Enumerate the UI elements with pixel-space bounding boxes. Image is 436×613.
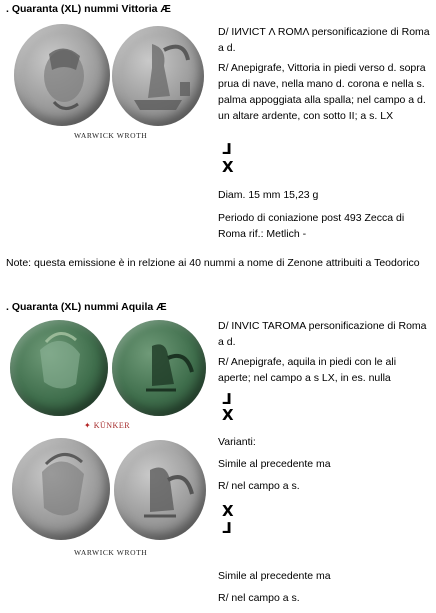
reverse-description: R/ Anepigrafe, aquila in piedi con le ali aperte; nel campo a s LX, in es. nulla — [218, 356, 397, 384]
section2-title: . Quaranta (XL) nummi Aquila Æ — [6, 301, 167, 313]
coin-obverse-image — [10, 320, 108, 416]
variant2-line2: R/ nel campo a s. — [218, 592, 300, 604]
kunker-logo-icon: ✦ — [84, 421, 92, 430]
variant1-line1: Simile al precedente ma — [218, 458, 331, 470]
mint-mark-bottom: X — [222, 158, 234, 176]
coin-reverse-image — [112, 320, 206, 416]
section2-description — [218, 318, 430, 389]
kunker-label: ✦ KÜNKER — [84, 421, 131, 430]
variant1-line2: R/ nel campo a s. — [218, 480, 300, 492]
coin-reverse-image — [112, 26, 204, 126]
eagle-icon — [112, 320, 206, 416]
roma-head-icon — [14, 24, 110, 126]
victory-figure-icon — [112, 26, 204, 126]
image-caption: WARWICK WROTH — [74, 131, 148, 140]
mint-mark-bottom: X — [222, 406, 234, 424]
variant1-mark-top: X — [222, 502, 234, 520]
note-text: Note: questa emissione è in relzione ai 40 nummi a nome di Zenone attribuiti a Teodorico — [6, 257, 420, 269]
diameter-weight: Diam. 15 mm 15,23 g — [218, 189, 319, 201]
mint-mark-top: ⅃ — [222, 140, 232, 158]
obverse-description: D/ INVIC TAROMA personificazione di Roma a d. — [218, 320, 427, 348]
coin-obverse-image-2 — [12, 438, 110, 540]
roma-helmet-icon — [12, 438, 110, 540]
variant2-line1: Simile al precedente ma — [218, 570, 331, 582]
coin-reverse-image-2 — [114, 440, 206, 540]
variants-label: Varianti: — [218, 436, 256, 448]
minting-period: Periodo di coniazione post 493 Zecca di Roma rif.: Metlich - — [218, 212, 405, 240]
variant1-mark-bottom: ⅃ — [222, 519, 232, 537]
section1-description — [218, 24, 430, 127]
eagle-icon — [114, 440, 206, 540]
roma-helmet-icon — [10, 320, 108, 416]
obverse-description: D/ IИVICT Λ ROMΛ personificazione di Roma a d. — [218, 26, 430, 54]
image-caption: WARWICK WROTH — [74, 548, 148, 557]
mint-mark-top: ⅃ — [222, 390, 232, 408]
reverse-description: R/ Anepigrafe, Vittoria in piedi verso d. sopra prua di nave, nella mano d. corona e nella s. palma appoggiata alla spalla; nel campo a d. un altare ardente, con sotto II; a s. LX — [218, 62, 426, 122]
coin-obverse-image — [14, 24, 110, 126]
section1-title: . Quaranta (XL) nummi Vittoria Æ — [6, 3, 171, 15]
